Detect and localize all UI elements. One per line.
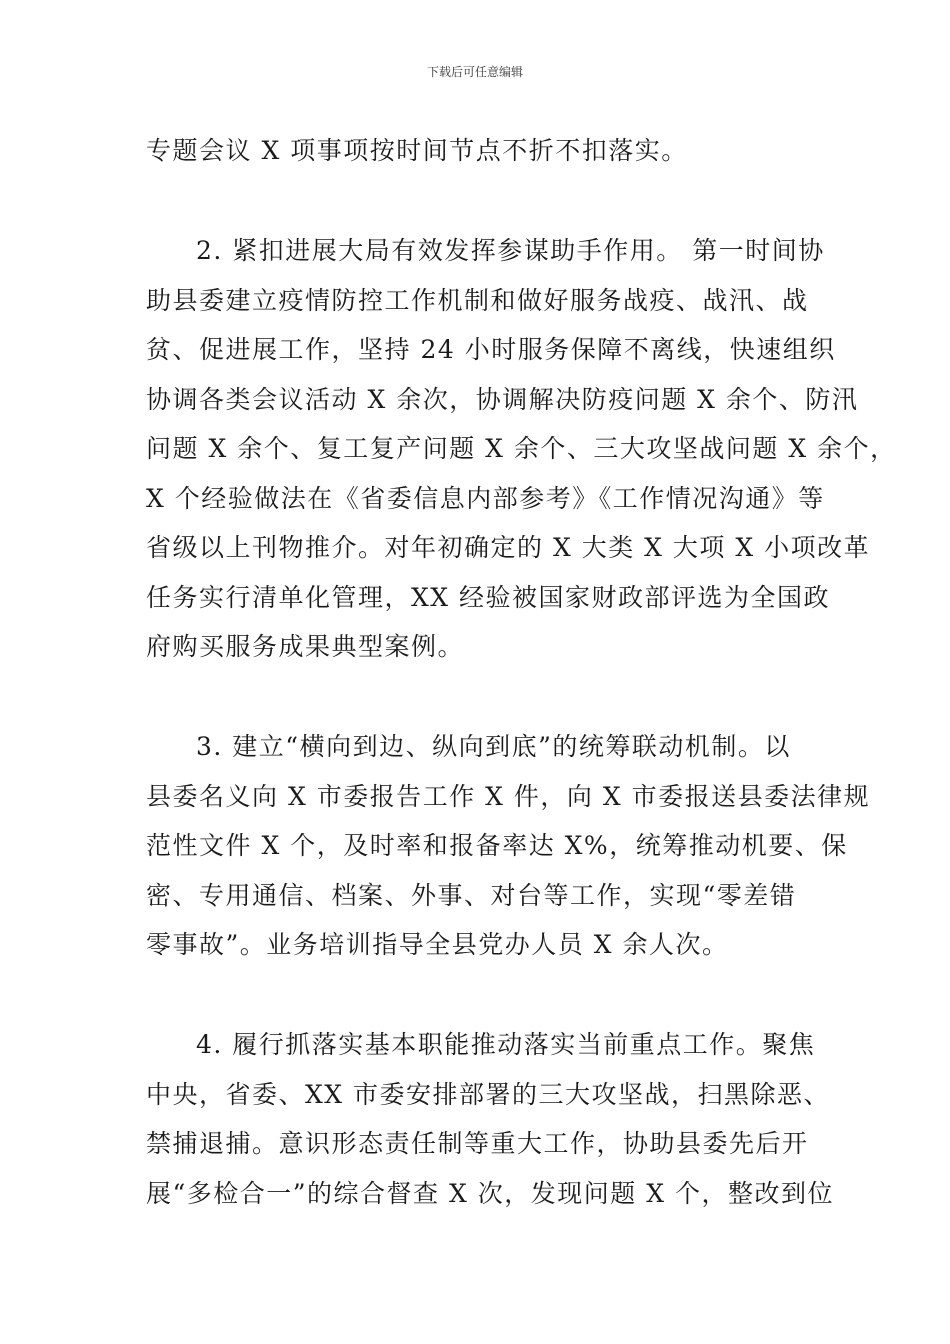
text-line: X 个经验做法在《省委信息内部参考》《工作情况沟通》等 xyxy=(146,484,825,513)
text-line: 任务实行清单化管理，XX 经验被国家财政部评选为全国政 xyxy=(146,583,831,612)
paragraph-4-first-line: 4. 履行抓落实基本职能推动落实当前重点工作。聚焦 xyxy=(196,1030,816,1059)
text-line: 零事故”。业务培训指导全县党办人员 X 余人次。 xyxy=(146,930,729,959)
text-line: 范性文件 X 个，及时率和报备率达 X%，统筹推动机要、保 xyxy=(146,831,848,860)
text-line: 密、专用通信、档案、外事、对台等工作，实现“零差错 xyxy=(146,881,797,910)
text-line: 禁捕退捕。意识形态责任制等重大工作，协助县委先后开 xyxy=(146,1129,809,1158)
text-line: 府购买服务成果典型案例。 xyxy=(146,632,465,661)
text-line: 专题会议 X 项事项按时间节点不折不扣落实。 xyxy=(146,136,688,165)
text-line: 省级以上刊物推介。对年初确定的 X 大类 X 大项 X 小项改革 xyxy=(146,533,871,562)
paragraph-2-first-line: 2. 紧扣进展大局有效发挥参谋助手作用。 第一时间协 xyxy=(196,236,825,265)
paragraph-3-first-line: 3. 建立“横向到边、纵向到底”的统筹联动机制。以 xyxy=(196,732,791,761)
text-line: 协调各类会议活动 X 余次，协调解决防疫问题 X 余个、防汛 xyxy=(146,385,859,414)
text-line: 展“多检合一”的综合督查 X 次，发现问题 X 个，整改到位 xyxy=(146,1179,834,1208)
text-line: 问题 X 余个、复工复产问题 X 余个、三大攻坚战问题 X 余个， xyxy=(146,434,897,463)
text-line: 中央，省委、XX 市委安排部署的三大攻坚战，扫黑除恶、 xyxy=(146,1080,831,1109)
text-line: 助县委建立疫情防控工作机制和做好服务战疫、战汛、战 xyxy=(146,286,809,315)
text-line: 贫、促进展工作，坚持 24 小时服务保障不离线，快速组织 xyxy=(146,335,836,364)
text-line: 县委名义向 X 市委报告工作 X 件，向 X 市委报送县委法律规 xyxy=(146,782,871,811)
page-header-note: 下载后可任意编辑 xyxy=(426,65,523,79)
